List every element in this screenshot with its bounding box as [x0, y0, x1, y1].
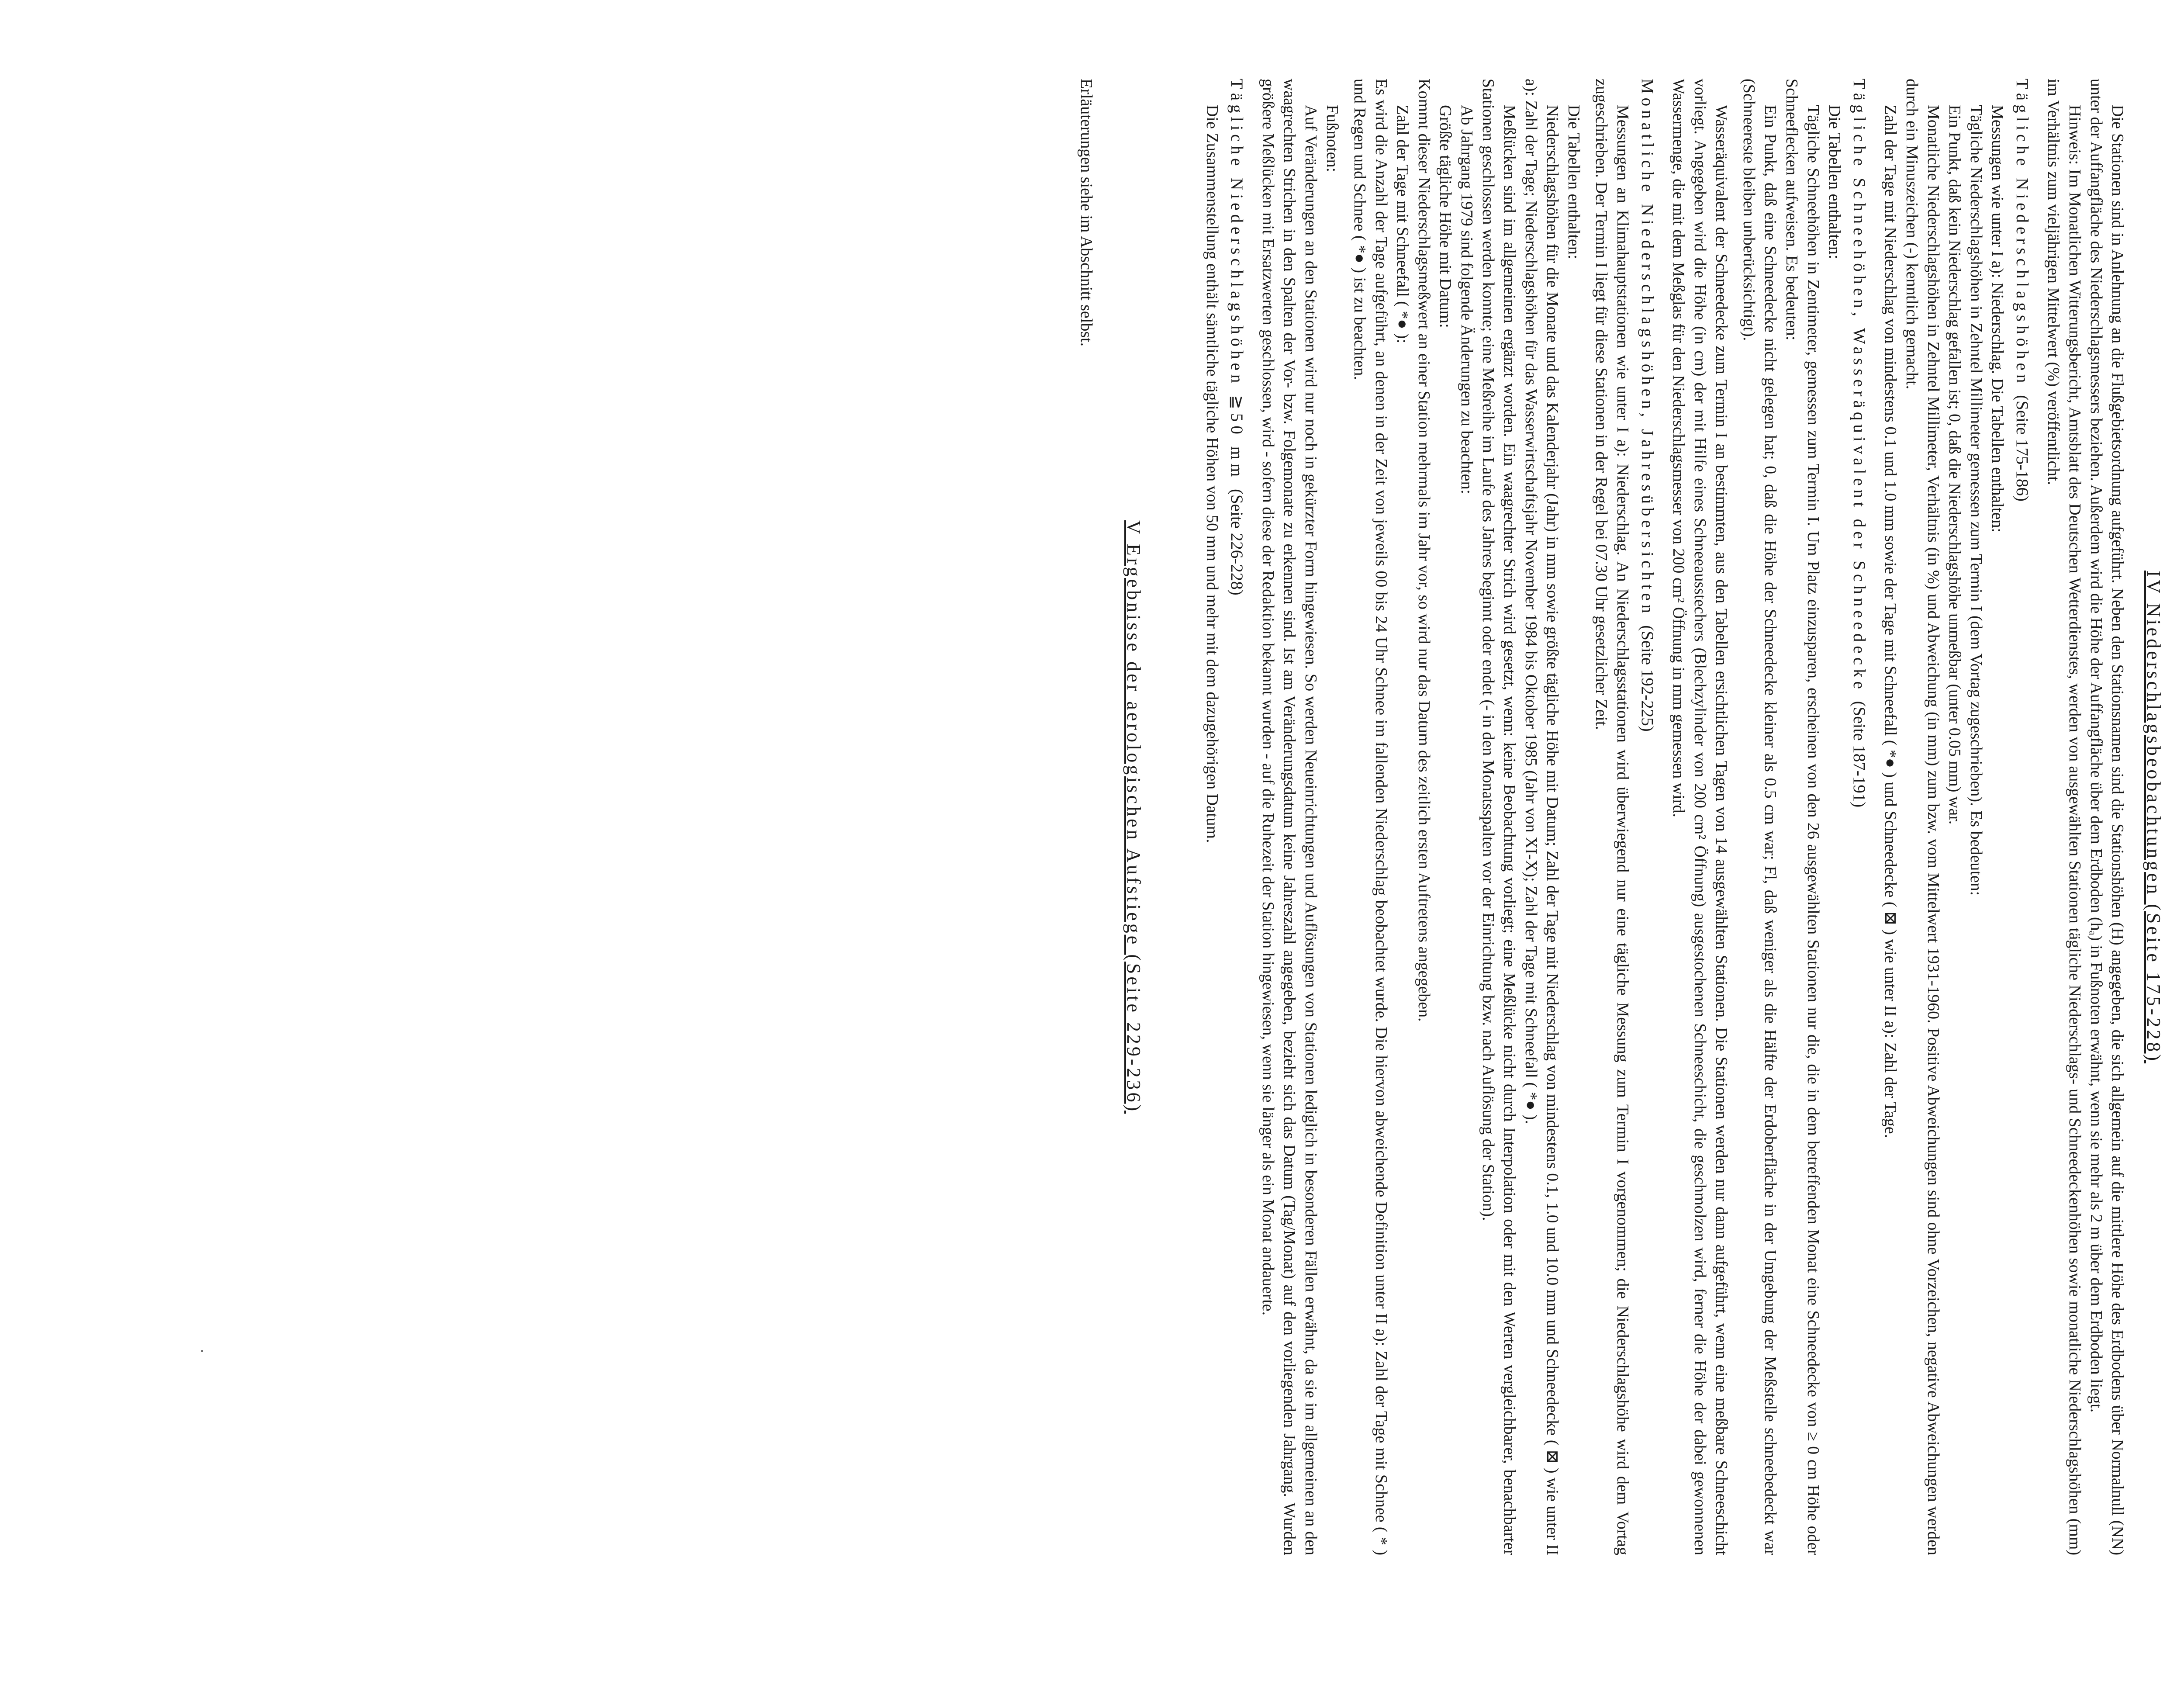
paragraph: Zahl der Tage mit Niederschlag von mindestens 0.1 und 1.0 mm sowie der Tage mit Schneefall ( *● ) und Schneedecke ( ⊠ ) wie unter II a): Zahl der Tage. — [1881, 105, 1900, 1138]
paragraph: Kommt dieser Niederschlagsmeßwert an einer Station mehrmals im Jahr vor, so wird nur das Datum des zeitlich ersten Auftretens angegeben. — [1415, 79, 1433, 1022]
section-v-note: Erläuterungen siehe im Abschnitt selbst. — [1077, 79, 1095, 347]
paragraph: Die Zusammenstellung enthält sämtliche tägliche Höhen von 50 mm und mehr mit dem dazugehörigen Datum. — [1203, 105, 1221, 843]
paragraph: Niederschlagshöhen für die Monate und das Kalenderjahr (Jahr) in mm sowie größte tägliche Höhe mit Datum; Zahl der Tage mit Niederschlag von mindestens 0.1, 1.0 und 10.0 mm und Schneedecke ( ⊠ ) wie unter II a): Zahl der Tage; Niederschlagshöhen für das Wasserwirtschaftsjahr November 1984 bis Oktober 1985 (Jahr von XI-X); Zahl der Tage mit Schneefall ( *● ). — [1522, 79, 1562, 1555]
paragraph: Monatliche Niederschlagshöhen in Zehntel Millimeter, Verhältnis (in %) und Abweichung (in mm) zum bzw. vom Mittelwert 1931-1960. Positive Abweichungen sind ohne Vorzeichen, negative Abweichungen werden durch ein Minuszeichen (-) kenntlich gemacht. — [1903, 79, 1942, 1555]
paragraph: Größte tägliche Höhe mit Datum: — [1436, 105, 1455, 328]
paragraph: Messungen wie unter I a): Niederschlag. Die Tabellen enthalten: — [1988, 105, 2007, 533]
document-body — [1075, 79, 2164, 1555]
heading-daily-precipitation: Tägliche Niederschlagshöhen (Seite 175-186) — [2013, 79, 2032, 502]
paragraph: Wasseräquivalent der Schneedecke zum Termin I an bestimmten, aus den Tabellen ersichtlichen Tagen von 14 ausgewählten Stationen. Die Stationen werden nur dann aufgeführt, wenn eine meßbare Schneeschicht vorliegt. Angegeben wird die Höhe (in cm) der mit Hilfe eines Schneeausstechers (Blechzylinder von 200 cm² Öffnung) ausgestochenen Schneeschicht, die geschmolzen wird, ferner die Höhe der dabei gewonnenen Wassermenge, die mit dem Meßglas für den Niederschlagsmesser von 200 cm² Öffnung in mm gemessen wird. — [1669, 79, 1731, 1555]
paragraph: Ein Punkt, daß eine Schneedecke nicht gelegen hat; 0, daß die Höhe der Schneedecke kleiner als 0.5 cm war; Fl, daß weniger als die Hälfte der Erdoberfläche in der Umgebung der Meßstelle schneebedeckt war (Schneereste bleiben unberücksichtigt). — [1740, 79, 1780, 1555]
scan-speck — [201, 1350, 203, 1352]
intro-paragraph: Die Stationen sind in Anlehnung an die Flußgebietsordnung aufgeführt. Neben den Stationsnamen sind die Stationshöhen (H) angegeben, die sich allgemein auf die mittlere Höhe des Erdbodens über Normalnull (NN) unter der Auffangfläche des Niederschlagsmessers beziehen. Außerdem wird die Höhe der Auffangfläche über dem Erdboden (hₐ) in Fußnoten erwähnt, wenn sie mehr als 2 m über dem Erdboden liegt. — [2087, 79, 2127, 1555]
paragraph: Zahl der Tage mit Schneefall ( *● ): — [1393, 105, 1412, 344]
paragraph: Meßlücken sind im allgemeinen ergänzt worden. Ein waagrechter Strich wird gesetzt, wenn: keine Beobachtung vorliegt; eine Meßlücke nicht durch Interpolation oder mit den Werten vergleichbarer, benachbarter Stationen geschlossen werden konnte; eine Meßreihe im Laufe des Jahres beginnt oder endet (- in den Monatsspalten vor der Einrichtung bzw. nach Auflösung der Station). — [1479, 79, 1519, 1555]
paragraph: Auf Veränderungen an den Stationen wird nur noch in gekürzter Form hingewiesen. So werden Neueinrichtungen und Auflösungen von Stationen lediglich in besonderen Fällen erwähnt, da sie im allgemeinen an den waagrechten Strichen in den Spalten der Vor- bzw. Folgemonate zu erkennen sind. Ist am Veränderungsdatum keine Jahreszahl angegeben, bezieht sich das Datum (Tag/Monat) auf den vorliegenden Jahrgang. Wurden größere Meßlücken mit Ersatzwerten geschlossen, wird - sofern diese der Redaktion bekannt wurden - auf die Ruhezeit der Station hingewiesen, wenn sie länger als ein Monat andauerte. — [1259, 79, 1320, 1555]
section-iv-title: IV Niederschlagsbeobachtungen (Seite 175-228) — [2143, 570, 2164, 1064]
hinweis-paragraph: Hinweis: Im Monatlichen Witterungsbericht, Amtsblatt des Deutschen Wetterdienstes, werden von ausgewählten Stationen tägliche Niederschlags- und Schneedeckenhöhen sowie monatliche Niederschlagshöhen (mm) im Verhältnis zum vieljährigen Mittelwert (%) veröffentlicht. — [2044, 79, 2084, 1555]
paragraph: Fußnoten: — [1323, 105, 1341, 173]
paragraph: Ab Jahrgang 1979 sind folgende Änderungen zu beachten: — [1458, 105, 1476, 494]
heading-monthly-precipitation: Monatliche Niederschlagshöhen, Jahresübersichten (Seite 192-225) — [1638, 79, 1657, 732]
paragraph: Messungen an Klimahauptstationen wie unter I a): Niederschlag. An Niederschlagsstationen wird überwiegend nur eine tägliche Messung zum Termin I vorgenommen; die Niederschlagshöhe wird dem Vortag zugeschrieben. Der Termin I liegt für diese Stationen in der Regel bei 07.30 Uhr gesetzlicher Zeit. — [1592, 79, 1632, 1555]
heading-snow-depth: Tägliche Schneehöhen, Wasseräquivalent der Schneedecke (Seite 187-191) — [1850, 79, 1869, 808]
paragraph: Die Tabellen enthalten: — [1825, 105, 1844, 260]
paragraph: Die Tabellen enthalten: — [1565, 105, 1583, 260]
section-v-title: V Ergebnisse der aerologischen Aufstiege (Seite 229-236) — [1123, 520, 1144, 1114]
paragraph: Tägliche Schneehöhen in Zentimeter, gemessen zum Termin I. Um Platz einzusparen, erscheinen von den 26 ausgewählten Stationen nur die, die in dem betreffenden Monat eine Schneedecke von ≥ 0 cm Höhe oder Schneeflecken aufweisen. Es bedeuten: — [1783, 79, 1822, 1555]
heading-daily-heavy-precipitation: Tägliche Niederschlagshöhen ≧50 mm (Seite 226-228) — [1227, 79, 1246, 595]
paragraph: Ein Punkt, daß kein Niederschlag gefallen ist; 0, daß die Niederschlagshöhe unmeßbar (unter 0.05 mm) war. — [1946, 105, 1964, 825]
paragraph: Tägliche Niederschlagshöhen in Zehntel Millimeter gemessen zum Termin I (dem Vortag zugeschrieben). Es bedeuten: — [1967, 105, 1985, 896]
paragraph: Es wird die Anzahl der Tage aufgeführt, an denen in der Zeit von jeweils 00 bis 24 Uhr Schnee im fallenden Niederschlag beobachtet wurde. Die hiervon abweichende Definition unter II a): Zahl der Tage mit Schnee ( * ) und Regen und Schnee ( *● ) ist zu beachten. — [1351, 79, 1390, 1555]
